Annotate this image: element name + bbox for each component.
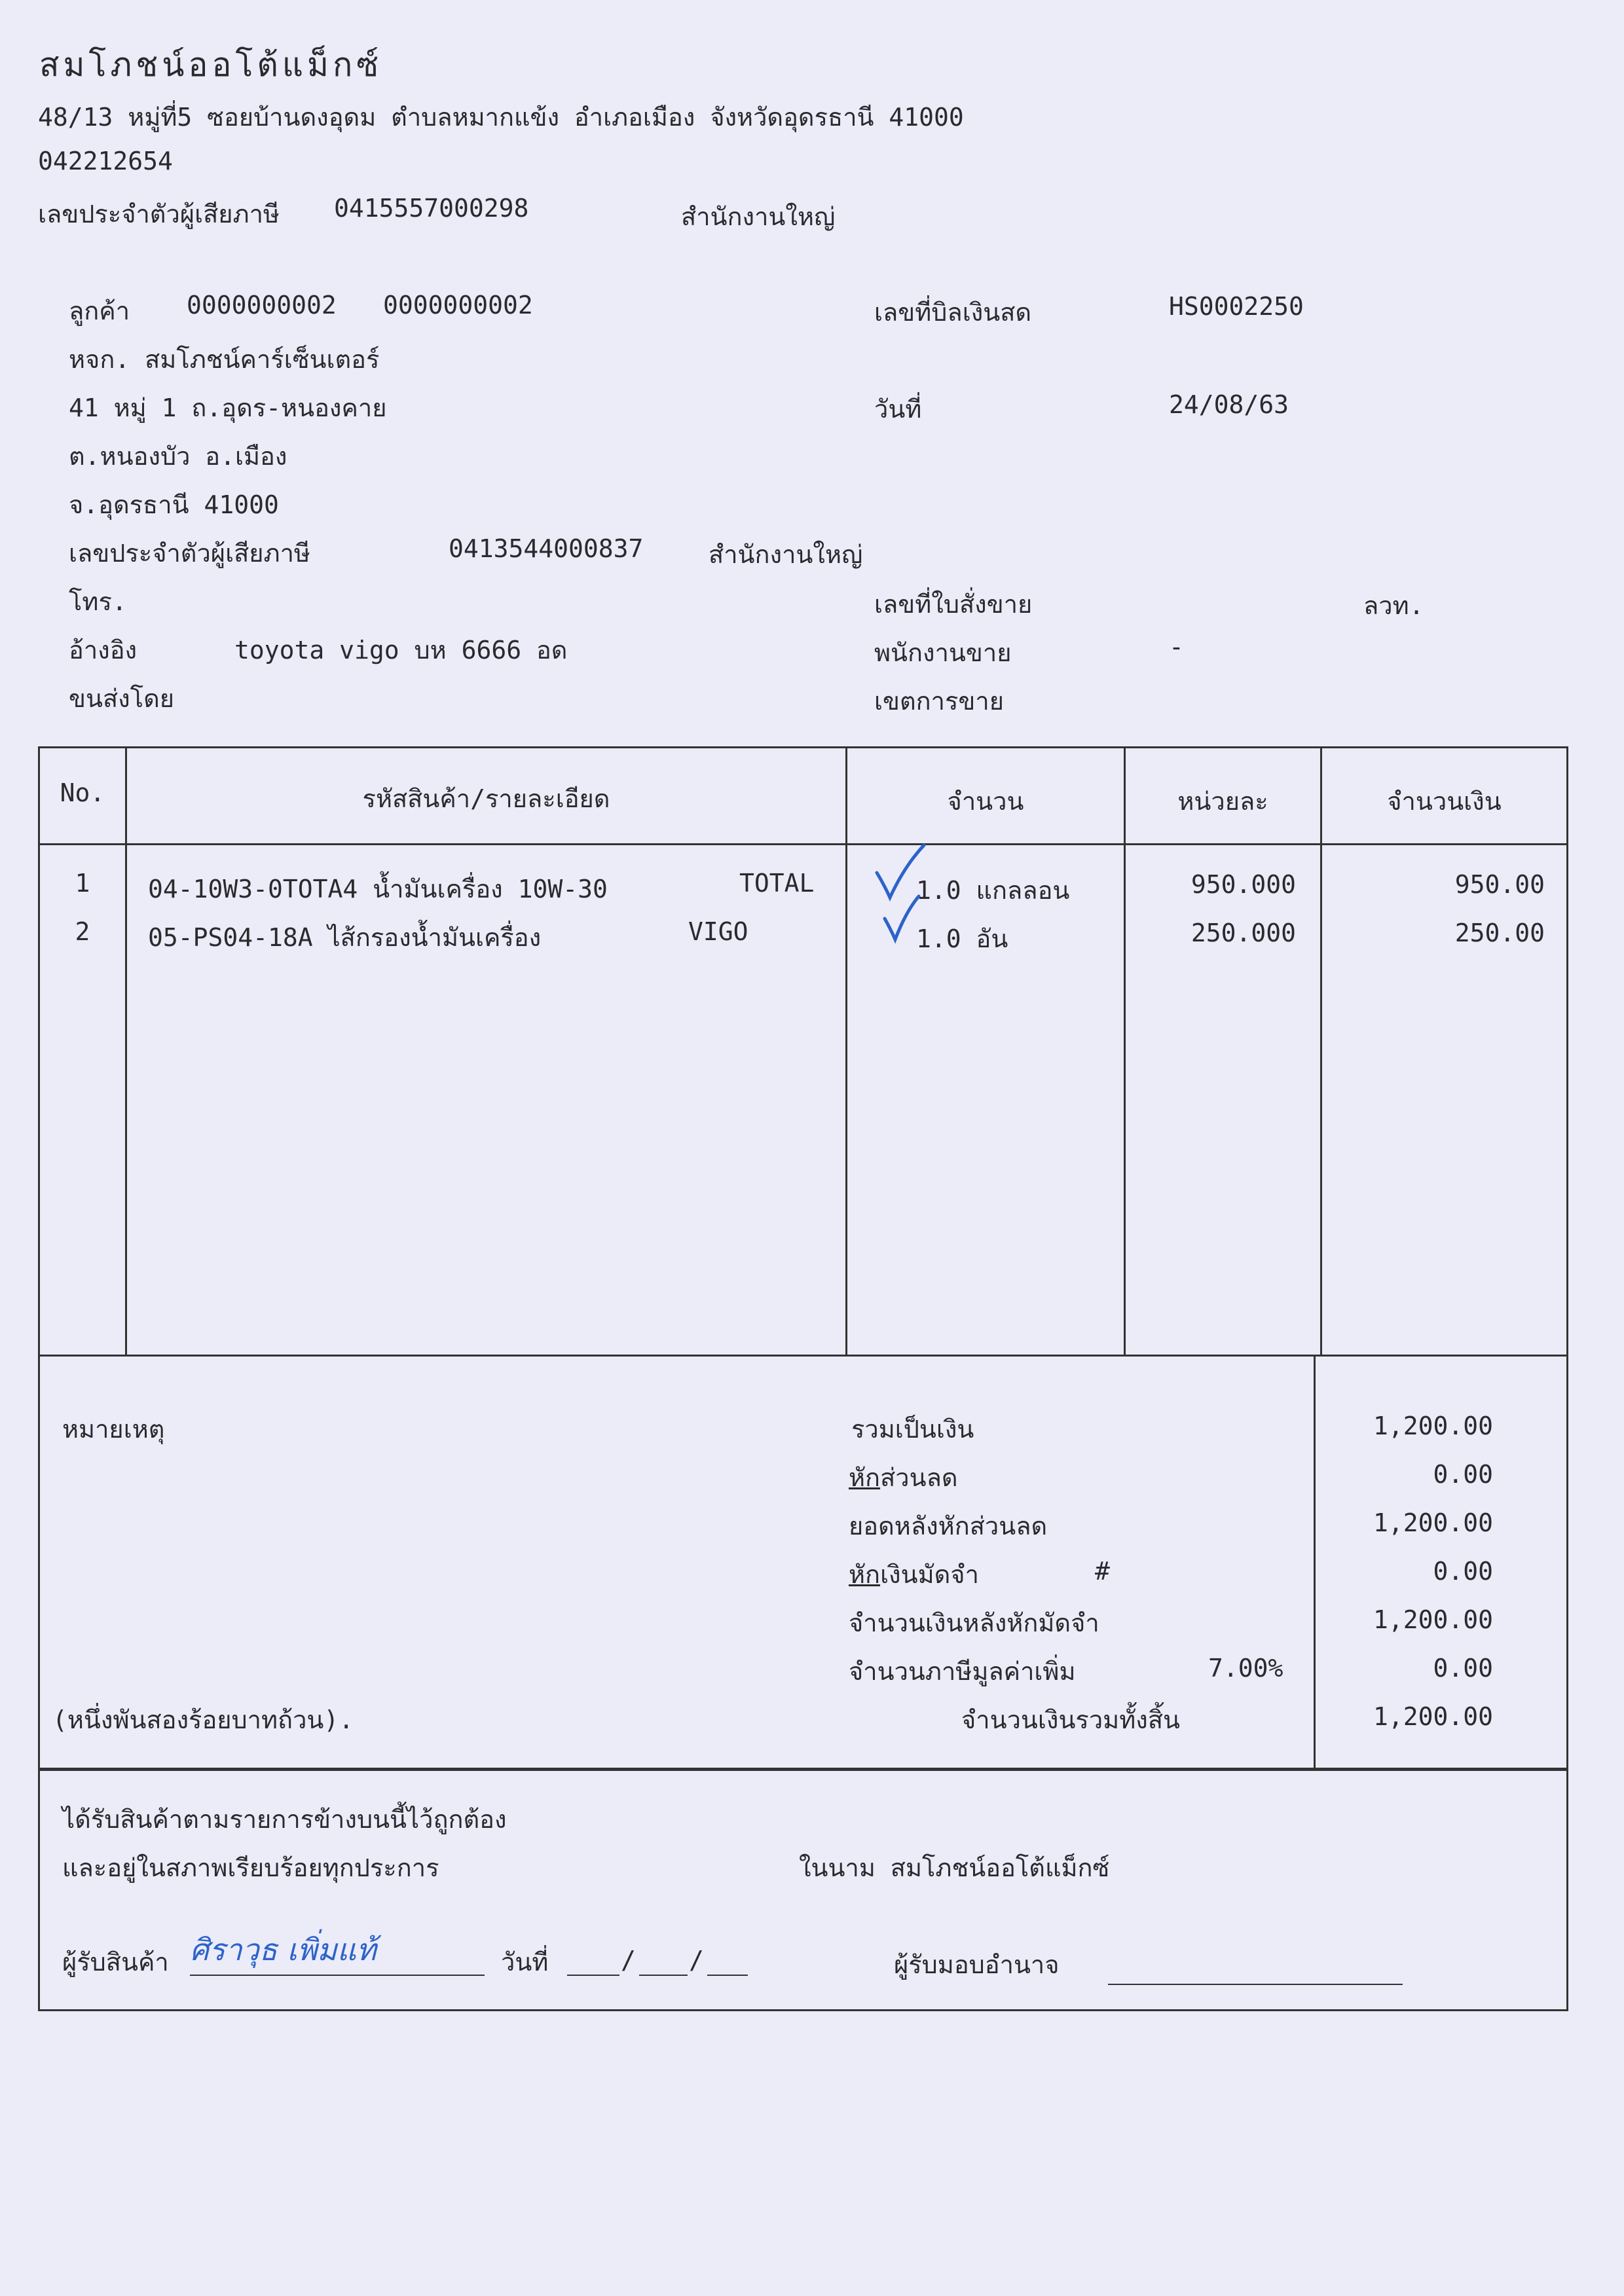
customer-code-1: 0000000002: [187, 291, 337, 319]
row-unit-price: 950.000: [1190, 870, 1296, 899]
date-blank-day[interactable]: [567, 1975, 619, 1976]
row-quantity: 1.0 อัน: [916, 924, 1008, 953]
vat-rate: 7.00%: [1208, 1654, 1283, 1683]
column-header-quantity: จำนวน: [947, 787, 1024, 816]
shipping-label: ขนส่งโดย: [69, 684, 175, 713]
receiver-label: ผู้รับสินค้า: [62, 1948, 169, 1977]
header-divider: [40, 843, 1566, 845]
date-blank-year[interactable]: [707, 1975, 748, 1976]
remark-label: หมายเหตุ: [62, 1415, 165, 1444]
company-tax-id: 0415557000298: [334, 194, 529, 223]
company-phone: 042212654: [38, 147, 173, 175]
subtotal-label: รวมเป็นเงิน: [851, 1415, 974, 1444]
company-branch: สำนักงานใหญ่: [681, 202, 836, 231]
column-header-unit-price: หน่วยละ: [1177, 787, 1268, 816]
column-divider: [1124, 748, 1126, 1355]
received-statement-2: และอยู่ในสภาพเรียบร้อยทุกประการ: [62, 1853, 439, 1882]
checkmark-icon: [865, 840, 944, 958]
company-tax-label: เลขประจำตัวผู้เสียภาษี: [38, 200, 280, 228]
row-number: 1: [75, 869, 90, 898]
row-quantity: 1.0 แกลลอน: [916, 876, 1070, 905]
after-discount-value: 1,200.00: [1373, 1508, 1493, 1537]
deposit-value: 0.00: [1433, 1557, 1493, 1586]
salesperson-label: พนักงานขาย: [874, 638, 1012, 667]
customer-address-1: 41 หมู่ 1 ถ.อุดร-หนองคาย: [69, 393, 387, 422]
date-blank-month[interactable]: [639, 1975, 688, 1976]
bill-number: HS0002250: [1169, 292, 1304, 321]
grand-total-label: จำนวนเงินรวมทั้งสิ้น: [961, 1705, 1180, 1734]
discount-value: 0.00: [1433, 1460, 1493, 1489]
company-name: สมโภชน์ออโต้แม็กซ์: [39, 46, 383, 84]
row-number: 2: [75, 917, 90, 946]
received-statement-1: ได้รับสินค้าตามรายการข้างบนนี้ไว้ถูกต้อง: [62, 1805, 507, 1834]
reference-label: อ้างอิง: [69, 636, 138, 665]
column-header-amount: จำนวนเงิน: [1387, 787, 1502, 816]
deposit-label: หักเงินมัดจำ: [849, 1560, 979, 1589]
salesperson-value: -: [1169, 632, 1184, 661]
date-separator: /: [689, 1946, 704, 1975]
subtotal-value: 1,200.00: [1373, 1412, 1493, 1440]
on-behalf-of: ในนาม สมโภชน์ออโต้แม็กซ์: [799, 1853, 1110, 1882]
authorized-label: ผู้รับมอบอำนาจ: [894, 1950, 1060, 1979]
column-divider: [845, 748, 847, 1355]
receive-date-label: วันที่: [501, 1948, 549, 1977]
column-divider: [125, 748, 127, 1355]
company-address: 48/13 หมู่ที่5 ซอยบ้านดงอุดม ตำบลหมากแข้ง อำเภอเมือง จังหวัดอุดรธานี 41000: [38, 103, 964, 132]
column-divider: [1320, 748, 1322, 1355]
customer-code-2: 0000000002: [383, 291, 533, 319]
items-table: [38, 746, 1568, 1357]
signature-line: [190, 1975, 485, 1976]
invoice-date: 24/08/63: [1169, 390, 1289, 419]
amount-column-divider: [1314, 1357, 1316, 1769]
customer-tax-label: เลขประจำตัวผู้เสียภาษี: [69, 539, 310, 568]
row-brand: TOTAL: [739, 869, 815, 898]
row-code-description: 04-10W3-0TOTA4 น้ำมันเครื่อง 10W-30: [148, 875, 608, 903]
customer-tax-id: 0413544000837: [449, 534, 644, 563]
customer-address-2: ต.หนองบัว อ.เมือง: [69, 442, 287, 471]
row-amount: 950.00: [1454, 870, 1545, 899]
sales-zone-label: เขตการขาย: [874, 687, 1004, 716]
after-deposit-value: 1,200.00: [1373, 1605, 1493, 1634]
customer-phone-label: โทร.: [69, 587, 127, 616]
deposit-mark: #: [1095, 1557, 1110, 1586]
authorized-signature-line[interactable]: [1108, 1984, 1403, 1985]
customer-name: หจก. สมโภชน์คาร์เซ็นเตอร์: [69, 345, 380, 374]
customer-address-3: จ.อุดรธานี 41000: [69, 490, 279, 519]
row-brand: VIGO: [688, 917, 748, 946]
sales-order-label: เลขที่ใบสั่งขาย: [874, 590, 1033, 619]
vat-label: จำนวนภาษีมูลค่าเพิ่ม: [849, 1657, 1076, 1686]
row-code-description: 05-PS04-18A ไส้กรองน้ำมันเครื่อง: [148, 923, 542, 952]
date-separator: /: [621, 1946, 636, 1975]
date-label: วันที่: [874, 395, 922, 424]
vat-value: 0.00: [1433, 1654, 1493, 1683]
sales-order-value: ลวท.: [1363, 591, 1424, 620]
reference-value: toyota vigo บห 6666 อด: [234, 636, 568, 665]
column-header-description: รหัสสินค้า/รายละเอียด: [362, 784, 610, 813]
row-unit-price: 250.000: [1190, 919, 1296, 947]
column-header-no: No.: [60, 778, 105, 807]
row-amount: 250.00: [1454, 919, 1545, 947]
customer-branch: สำนักงานใหญ่: [709, 540, 863, 569]
grand-total-value: 1,200.00: [1373, 1702, 1493, 1731]
after-deposit-label: จำนวนเงินหลังหักมัดจำ: [849, 1609, 1099, 1637]
discount-label: หักส่วนลด: [849, 1463, 958, 1492]
after-discount-label: ยอดหลังหักส่วนลด: [849, 1512, 1048, 1540]
bill-number-label: เลขที่บิลเงินสด: [874, 298, 1032, 327]
amount-in-words: (หนึ่งพันสองร้อยบาทถ้วน).: [52, 1705, 354, 1734]
customer-label: ลูกค้า: [69, 297, 130, 325]
receiver-signature: ศิราวุธ เพิ่มแท้: [190, 1932, 377, 1967]
